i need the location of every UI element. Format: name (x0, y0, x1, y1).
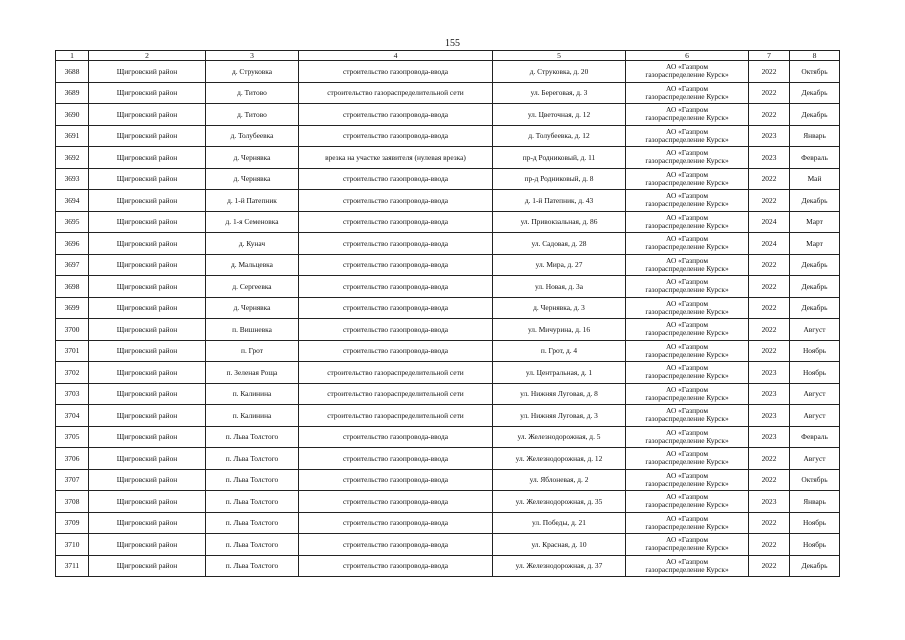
organization-cell (626, 383, 749, 405)
settlement-cell: п. Зеленая Роща (206, 362, 299, 384)
table-row (56, 469, 840, 491)
work-type-cell: строительство газораспределительной сети (299, 383, 493, 405)
gas-connection-table (55, 50, 840, 577)
column-header: 6 (626, 51, 749, 61)
table-row (56, 512, 840, 534)
organization-cell (626, 190, 749, 212)
address-cell: ул. Мира, д. 27 (493, 254, 626, 276)
organization-line: АО «Газпром (665, 492, 709, 502)
organization-line: АО «Газпром (665, 148, 709, 158)
district-cell: Щигровский район (89, 276, 206, 298)
district-cell: Щигровский район (89, 448, 206, 470)
settlement-cell: д. Сергеевка (206, 276, 299, 298)
organization-cell (626, 405, 749, 427)
month-cell: Февраль (790, 147, 840, 169)
year-cell: 2024 (749, 211, 790, 233)
month-cell: Март (790, 211, 840, 233)
work-type-cell: строительство газопровода-ввода (299, 534, 493, 556)
organization-line: газораспределение Курск» (645, 457, 729, 467)
column-header: 5 (493, 51, 626, 61)
address-cell: ул. Железнодорожная, д. 37 (493, 555, 626, 577)
organization-line: газораспределение Курск» (645, 543, 729, 553)
year-cell: 2023 (749, 426, 790, 448)
table-row (56, 405, 840, 427)
row-number: 3693 (56, 168, 89, 190)
work-type-cell: строительство газопровода-ввода (299, 125, 493, 147)
organization-line: АО «Газпром (665, 62, 709, 72)
work-type-cell: строительство газопровода-ввода (299, 448, 493, 470)
settlement-cell: п. Льва Толстого (206, 426, 299, 448)
work-type-cell: строительство газопровода-ввода (299, 512, 493, 534)
table-row (56, 534, 840, 556)
row-number: 3688 (56, 61, 89, 83)
organization-line: АО «Газпром (665, 320, 709, 330)
organization-cell (626, 254, 749, 276)
row-number: 3697 (56, 254, 89, 276)
month-cell: Март (790, 233, 840, 255)
work-type-cell: строительство газопровода-ввода (299, 276, 493, 298)
settlement-cell: п. Льва Толстого (206, 491, 299, 513)
work-type-cell: строительство газопровода-ввода (299, 190, 493, 212)
month-cell: Ноябрь (790, 340, 840, 362)
settlement-cell: п. Калинина (206, 405, 299, 427)
year-cell: 2022 (749, 61, 790, 83)
organization-line: газораспределение Курск» (645, 478, 729, 488)
year-cell: 2022 (749, 168, 790, 190)
table-row (56, 82, 840, 104)
table-row (56, 555, 840, 577)
address-cell: ул. Береговая, д. 3 (493, 82, 626, 104)
settlement-cell: д. Титово (206, 104, 299, 126)
organization-line: АО «Газпром (665, 105, 709, 115)
address-cell: ул. Нижняя Луговая, д. 8 (493, 383, 626, 405)
settlement-cell: п. Льва Толстого (206, 534, 299, 556)
row-number: 3710 (56, 534, 89, 556)
table-row (56, 383, 840, 405)
district-cell: Щигровский район (89, 512, 206, 534)
column-header: 3 (206, 51, 299, 61)
table-row (56, 276, 840, 298)
organization-cell (626, 340, 749, 362)
month-cell: Август (790, 383, 840, 405)
organization-line: газораспределение Курск» (645, 306, 729, 316)
work-type-cell: строительство газопровода-ввода (299, 211, 493, 233)
address-cell: пр-д Родниковый, д. 8 (493, 168, 626, 190)
district-cell: Щигровский район (89, 383, 206, 405)
table-row (56, 233, 840, 255)
organization-cell (626, 319, 749, 341)
table-row (56, 147, 840, 169)
address-cell: ул. Железнодорожная, д. 12 (493, 448, 626, 470)
address-cell: ул. Мичурина, д. 16 (493, 319, 626, 341)
organization-line: АО «Газпром (665, 191, 709, 201)
row-number: 3709 (56, 512, 89, 534)
page-number: 155 (445, 38, 460, 49)
year-cell: 2023 (749, 491, 790, 513)
address-cell: д. Толубеевка, д. 12 (493, 125, 626, 147)
month-cell: Май (790, 168, 840, 190)
organization-cell (626, 61, 749, 83)
organization-cell (626, 555, 749, 577)
address-cell: ул. Садовая, д. 28 (493, 233, 626, 255)
organization-line: АО «Газпром (665, 126, 709, 136)
organization-line: газораспределение Курск» (645, 328, 729, 338)
row-number: 3699 (56, 297, 89, 319)
address-cell: ул. Красная, д. 10 (493, 534, 626, 556)
organization-line: АО «Газпром (665, 535, 709, 545)
address-cell: д. Струковка, д. 20 (493, 61, 626, 83)
organization-line: АО «Газпром (665, 363, 709, 373)
organization-line: АО «Газпром (665, 470, 709, 480)
column-header: 8 (790, 51, 840, 61)
table-row (56, 297, 840, 319)
work-type-cell: строительство газораспределительной сети (299, 82, 493, 104)
month-cell: Декабрь (790, 555, 840, 577)
organization-line: газораспределение Курск» (645, 70, 729, 80)
address-cell: ул. Новая, д. 3а (493, 276, 626, 298)
year-cell: 2022 (749, 104, 790, 126)
district-cell: Щигровский район (89, 233, 206, 255)
organization-line: АО «Газпром (665, 449, 709, 459)
settlement-cell: п. Льва Толстого (206, 512, 299, 534)
organization-line: АО «Газпром (665, 255, 709, 265)
table-row (56, 362, 840, 384)
settlement-cell: д. Мальцевка (206, 254, 299, 276)
organization-line: газораспределение Курск» (645, 242, 729, 252)
organization-line: АО «Газпром (665, 298, 709, 308)
address-cell: ул. Яблоневая, д. 2 (493, 469, 626, 491)
organization-line: АО «Газпром (665, 341, 709, 351)
work-type-cell: врезка на участке заявителя (нулевая врезка) (299, 147, 493, 169)
work-type-cell: строительство газораспределительной сети (299, 405, 493, 427)
year-cell: 2024 (749, 233, 790, 255)
organization-cell (626, 82, 749, 104)
district-cell: Щигровский район (89, 340, 206, 362)
year-cell: 2022 (749, 254, 790, 276)
row-number: 3705 (56, 426, 89, 448)
address-cell: д. Чернявка, д. 3 (493, 297, 626, 319)
organization-line: газораспределение Курск» (645, 199, 729, 209)
year-cell: 2022 (749, 82, 790, 104)
work-type-cell: строительство газопровода-ввода (299, 469, 493, 491)
row-number: 3700 (56, 319, 89, 341)
district-cell: Щигровский район (89, 405, 206, 427)
address-cell: ул. Нижняя Луговая, д. 3 (493, 405, 626, 427)
district-cell: Щигровский район (89, 555, 206, 577)
organization-cell (626, 233, 749, 255)
month-cell: Октябрь (790, 61, 840, 83)
table-header (56, 51, 840, 61)
settlement-cell: д. Чернявка (206, 168, 299, 190)
organization-line: АО «Газпром (665, 83, 709, 93)
organization-cell (626, 448, 749, 470)
district-cell: Щигровский район (89, 469, 206, 491)
organization-cell (626, 168, 749, 190)
table-row (56, 104, 840, 126)
settlement-cell: п. Калинина (206, 383, 299, 405)
month-cell: Декабрь (790, 190, 840, 212)
organization-line: газораспределение Курск» (645, 156, 729, 166)
organization-cell (626, 147, 749, 169)
address-cell: ул. Центральная, д. 1 (493, 362, 626, 384)
row-number: 3704 (56, 405, 89, 427)
month-cell: Ноябрь (790, 534, 840, 556)
organization-line: АО «Газпром (665, 384, 709, 394)
year-cell: 2023 (749, 125, 790, 147)
organization-line: газораспределение Курск» (645, 177, 729, 187)
settlement-cell: п. Льва Толстого (206, 448, 299, 470)
work-type-cell: строительство газопровода-ввода (299, 254, 493, 276)
settlement-cell: д. Толубеевка (206, 125, 299, 147)
organization-cell (626, 276, 749, 298)
year-cell: 2022 (749, 469, 790, 491)
organization-line: газораспределение Курск» (645, 414, 729, 424)
table-row (56, 340, 840, 362)
row-number: 3706 (56, 448, 89, 470)
table-row (56, 448, 840, 470)
organization-line: АО «Газпром (665, 212, 709, 222)
organization-line: газораспределение Курск» (645, 392, 729, 402)
row-number: 3708 (56, 491, 89, 513)
month-cell: Январь (790, 125, 840, 147)
organization-cell (626, 426, 749, 448)
address-cell: ул. Привокзальная, д. 86 (493, 211, 626, 233)
address-cell: ул. Цветочная, д. 12 (493, 104, 626, 126)
year-cell: 2022 (749, 276, 790, 298)
row-number: 3696 (56, 233, 89, 255)
settlement-cell: д. Чернявка (206, 147, 299, 169)
organization-line: газораспределение Курск» (645, 435, 729, 445)
column-header: 4 (299, 51, 493, 61)
district-cell: Щигровский район (89, 82, 206, 104)
table-row (56, 319, 840, 341)
organization-line: газораспределение Курск» (645, 285, 729, 295)
organization-line: газораспределение Курск» (645, 134, 729, 144)
month-cell: Декабрь (790, 82, 840, 104)
year-cell: 2022 (749, 297, 790, 319)
column-header: 2 (89, 51, 206, 61)
district-cell: Щигровский район (89, 211, 206, 233)
work-type-cell: строительство газопровода-ввода (299, 340, 493, 362)
district-cell: Щигровский район (89, 254, 206, 276)
organization-line: АО «Газпром (665, 513, 709, 523)
row-number: 3702 (56, 362, 89, 384)
month-cell: Декабрь (790, 276, 840, 298)
month-cell: Август (790, 319, 840, 341)
work-type-cell: строительство газопровода-ввода (299, 426, 493, 448)
table-row (56, 491, 840, 513)
organization-line: газораспределение Курск» (645, 263, 729, 273)
organization-line: газораспределение Курск» (645, 521, 729, 531)
district-cell: Щигровский район (89, 534, 206, 556)
year-cell: 2022 (749, 534, 790, 556)
month-cell: Октябрь (790, 469, 840, 491)
address-cell: д. 1-й Патепник, д. 43 (493, 190, 626, 212)
address-cell: п. Грот, д. 4 (493, 340, 626, 362)
organization-line: газораспределение Курск» (645, 564, 729, 574)
organization-cell (626, 491, 749, 513)
organization-line: газораспределение Курск» (645, 113, 729, 123)
organization-line: газораспределение Курск» (645, 220, 729, 230)
row-number: 3711 (56, 555, 89, 577)
table-row (56, 190, 840, 212)
column-header: 7 (749, 51, 790, 61)
organization-cell (626, 534, 749, 556)
district-cell: Щигровский район (89, 104, 206, 126)
settlement-cell: д. Чернявка (206, 297, 299, 319)
settlement-cell: п. Грот (206, 340, 299, 362)
settlement-cell: д. Струковка (206, 61, 299, 83)
work-type-cell: строительство газораспределительной сети (299, 362, 493, 384)
table-body (56, 61, 840, 577)
table-row (56, 61, 840, 83)
row-number: 3694 (56, 190, 89, 212)
column-header: 1 (56, 51, 89, 61)
address-cell: ул. Железнодорожная, д. 5 (493, 426, 626, 448)
row-number: 3690 (56, 104, 89, 126)
settlement-cell: п. Льва Толстого (206, 555, 299, 577)
work-type-cell: строительство газопровода-ввода (299, 104, 493, 126)
address-cell: ул. Железнодорожная, д. 35 (493, 491, 626, 513)
year-cell: 2022 (749, 319, 790, 341)
district-cell: Щигровский район (89, 125, 206, 147)
month-cell: Ноябрь (790, 362, 840, 384)
row-number: 3707 (56, 469, 89, 491)
district-cell: Щигровский район (89, 168, 206, 190)
district-cell: Щигровский район (89, 147, 206, 169)
month-cell: Январь (790, 491, 840, 513)
row-number: 3698 (56, 276, 89, 298)
organization-cell (626, 125, 749, 147)
district-cell: Щигровский район (89, 426, 206, 448)
row-number: 3692 (56, 147, 89, 169)
year-cell: 2023 (749, 405, 790, 427)
district-cell: Щигровский район (89, 61, 206, 83)
year-cell: 2023 (749, 383, 790, 405)
table-row (56, 211, 840, 233)
organization-line: АО «Газпром (665, 406, 709, 416)
organization-line: газораспределение Курск» (645, 500, 729, 510)
settlement-cell: д. Титово (206, 82, 299, 104)
settlement-cell: п. Льва Толстого (206, 469, 299, 491)
table-row (56, 426, 840, 448)
work-type-cell: строительство газопровода-ввода (299, 168, 493, 190)
month-cell: Ноябрь (790, 512, 840, 534)
organization-line: газораспределение Курск» (645, 371, 729, 381)
month-cell: Август (790, 448, 840, 470)
district-cell: Щигровский район (89, 297, 206, 319)
year-cell: 2022 (749, 448, 790, 470)
row-number: 3695 (56, 211, 89, 233)
organization-line: АО «Газпром (665, 277, 709, 287)
organization-line: газораспределение Курск» (645, 91, 729, 101)
settlement-cell: д. Кунач (206, 233, 299, 255)
organization-cell (626, 297, 749, 319)
organization-cell (626, 512, 749, 534)
year-cell: 2022 (749, 340, 790, 362)
organization-cell (626, 104, 749, 126)
table-row (56, 254, 840, 276)
work-type-cell: строительство газопровода-ввода (299, 61, 493, 83)
organization-line: АО «Газпром (665, 169, 709, 179)
year-cell: 2022 (749, 512, 790, 534)
work-type-cell: строительство газопровода-ввода (299, 297, 493, 319)
settlement-cell: п. Вишневка (206, 319, 299, 341)
district-cell: Щигровский район (89, 190, 206, 212)
work-type-cell: строительство газопровода-ввода (299, 319, 493, 341)
year-cell: 2022 (749, 555, 790, 577)
address-cell: ул. Победы, д. 21 (493, 512, 626, 534)
organization-line: АО «Газпром (665, 556, 709, 566)
table-row (56, 125, 840, 147)
organization-cell (626, 362, 749, 384)
district-cell: Щигровский район (89, 491, 206, 513)
year-cell: 2023 (749, 147, 790, 169)
work-type-cell: строительство газопровода-ввода (299, 491, 493, 513)
row-number: 3689 (56, 82, 89, 104)
year-cell: 2023 (749, 362, 790, 384)
row-number: 3691 (56, 125, 89, 147)
month-cell: Февраль (790, 426, 840, 448)
settlement-cell: д. 1-й Патепник (206, 190, 299, 212)
organization-cell (626, 469, 749, 491)
organization-line: АО «Газпром (665, 234, 709, 244)
organization-cell (626, 211, 749, 233)
organization-line: АО «Газпром (665, 427, 709, 437)
work-type-cell: строительство газопровода-ввода (299, 233, 493, 255)
work-type-cell: строительство газопровода-ввода (299, 555, 493, 577)
address-cell: пр-д Родниковый, д. 11 (493, 147, 626, 169)
month-cell: Декабрь (790, 254, 840, 276)
district-cell: Щигровский район (89, 319, 206, 341)
row-number: 3703 (56, 383, 89, 405)
settlement-cell: д. 1-я Семеновка (206, 211, 299, 233)
organization-line: газораспределение Курск» (645, 349, 729, 359)
month-cell: Декабрь (790, 104, 840, 126)
row-number: 3701 (56, 340, 89, 362)
month-cell: Август (790, 405, 840, 427)
month-cell: Декабрь (790, 297, 840, 319)
year-cell: 2022 (749, 190, 790, 212)
table-row (56, 168, 840, 190)
district-cell: Щигровский район (89, 362, 206, 384)
